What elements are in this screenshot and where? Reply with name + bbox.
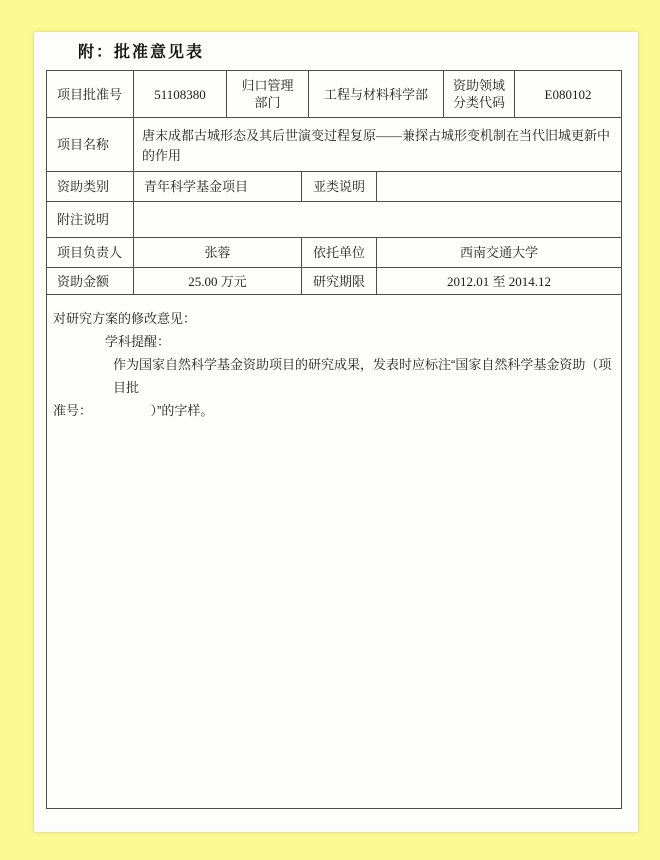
category-label: 资助类别 (57, 179, 110, 194)
approval-number-value: 51108380 (133, 71, 226, 117)
grant-amount-label: 资助金额 (57, 273, 110, 289)
project-leader-label: 项目负责人 (57, 245, 123, 260)
remarks-discipline-reminder: 学科提醒： (105, 334, 171, 349)
institution-value: 西南交通大学 (376, 238, 621, 267)
note-value (133, 202, 621, 237)
subtype-label: 亚类说明 (301, 172, 376, 201)
approval-number-label: 项目批准号 (57, 86, 123, 102)
remarks-body-line-1: 作为国家自然科学基金资助项目的研究成果，发表时应标注“国家自然科学基金资助（项目批 (113, 357, 612, 395)
project-name-label: 项目名称 (57, 137, 110, 152)
subtype-value (376, 172, 621, 201)
page-title: 附：批准意见表 (78, 44, 205, 61)
research-period-value: 2012.01 至 2014.12 (376, 268, 621, 294)
grant-amount-value: 25.00 万元 (133, 268, 301, 294)
table-row-leader (47, 237, 621, 267)
project-leader-value: 张蓉 (133, 238, 301, 267)
institution-label: 依托单位 (301, 238, 376, 267)
note-label: 附注说明 (57, 212, 110, 227)
managing-department-label: 归口管理部门 (226, 71, 308, 117)
research-period-label: 研究期限 (301, 268, 376, 294)
table-row-note (47, 201, 621, 237)
document-page (34, 32, 638, 832)
table-row-remarks (47, 294, 621, 808)
field-code-value: E080102 (514, 71, 621, 117)
managing-department-value: 工程与材料科学部 (308, 71, 443, 117)
table-row-project-name (47, 117, 621, 171)
field-code-label: 资助领域分类代码 (443, 71, 514, 117)
table-row-approval-number (47, 71, 621, 117)
table-row-category (47, 171, 621, 201)
remarks-heading: 对研究方案的修改意见： (53, 311, 197, 326)
approval-table (46, 70, 622, 809)
project-name-value: 唐末成都古城形态及其后世演变过程复原——兼探古城形变机制在当代旧城更新中的作用 (133, 118, 621, 171)
category-value: 青年科学基金项目 (133, 172, 301, 201)
table-row-amount (47, 267, 621, 294)
remarks-body-line-2: 准号： ）”的字样。 (53, 403, 214, 418)
remarks-cell (47, 295, 621, 808)
